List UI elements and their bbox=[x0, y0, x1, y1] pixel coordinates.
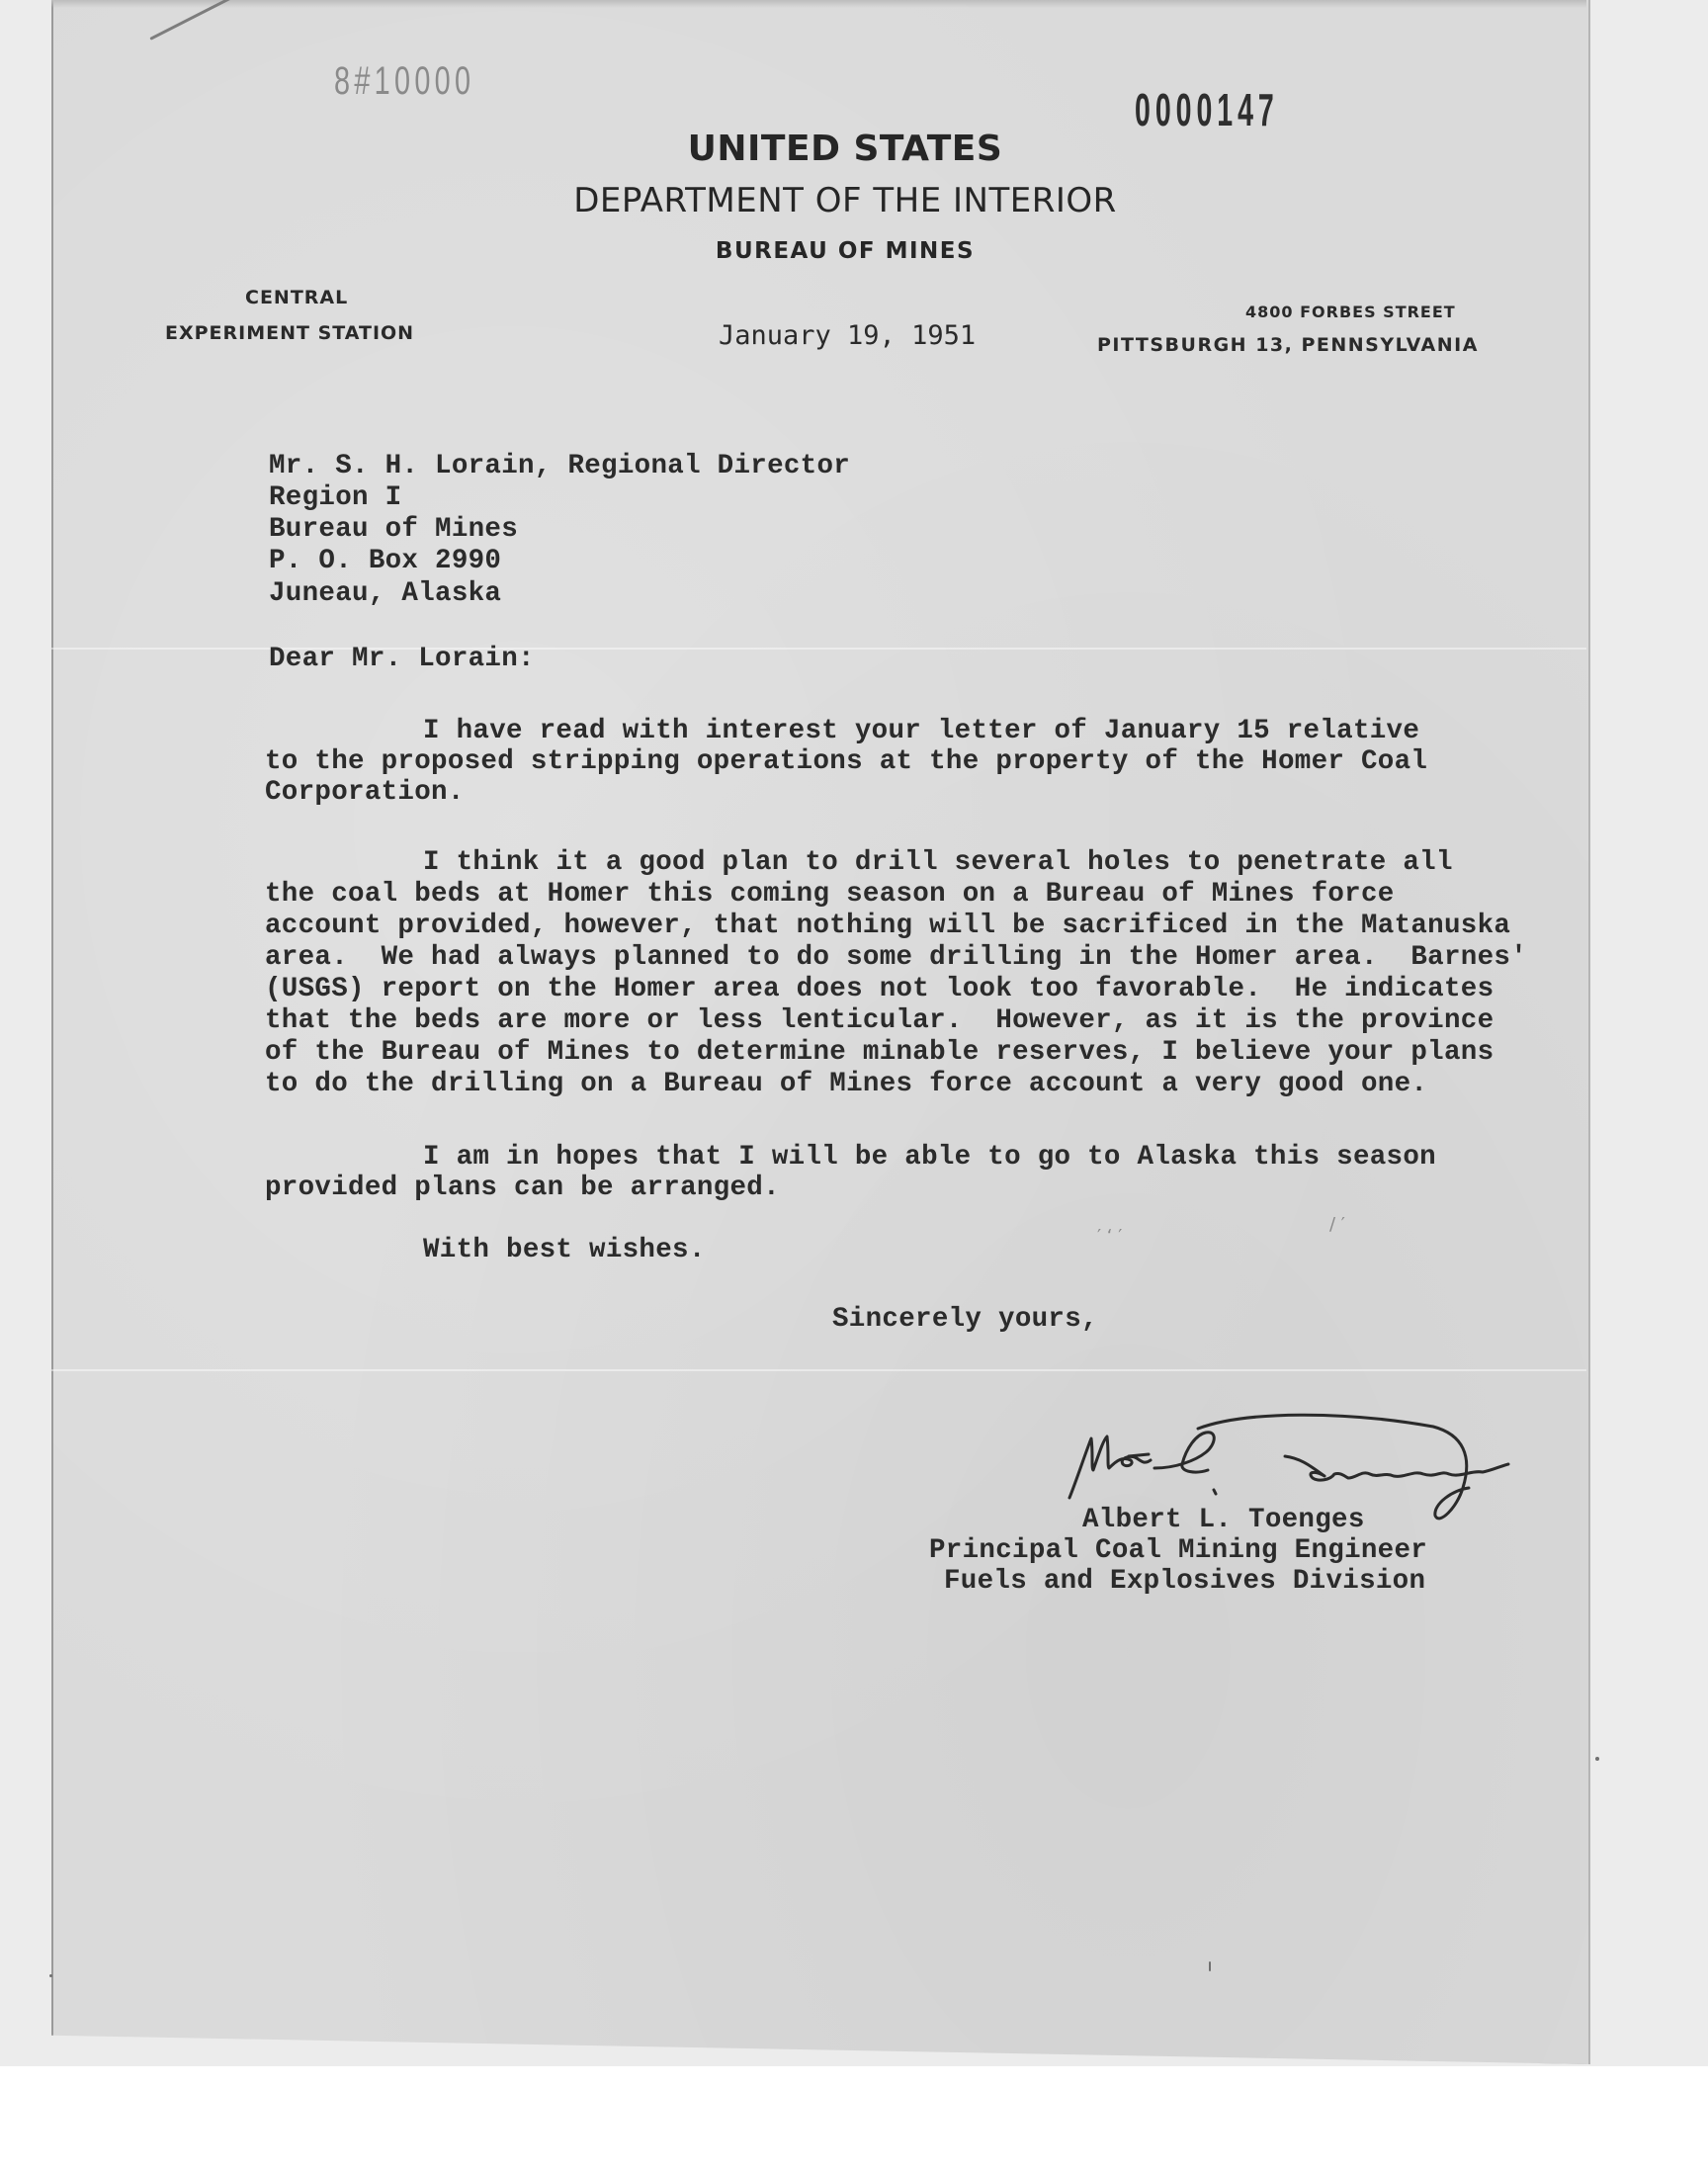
letter-date: January 19, 1951 bbox=[719, 320, 977, 351]
faint-stamp-number: 8#10000 bbox=[334, 59, 475, 103]
closing-sincerely: Sincerely yours, bbox=[832, 1304, 1098, 1335]
letterhead-department: DEPARTMENT OF THE INTERIOR bbox=[573, 181, 1117, 220]
paragraph-line: Corporation. bbox=[265, 777, 465, 808]
paper-speck bbox=[1209, 1961, 1211, 1971]
paper-speck bbox=[49, 1974, 52, 1977]
ink-smudge: / ′ bbox=[1329, 1214, 1345, 1235]
letterhead-station-line2: EXPERIMENT STATION bbox=[165, 322, 415, 344]
paragraph-line: to the proposed stripping operations at the property of the Homer Coal bbox=[265, 746, 1428, 777]
salutation: Dear Mr. Lorain: bbox=[269, 644, 535, 674]
page-stamp-number: 0000147 bbox=[1135, 84, 1279, 135]
letterhead-united-states: UNITED STATES bbox=[687, 129, 1003, 169]
paragraph-line: that the beds are more or less lenticular. However, as it is the province bbox=[265, 1005, 1494, 1036]
paragraph-line: account provided, however, that nothing will be sacrificed in the Matanuska bbox=[265, 911, 1511, 941]
recipient-line: Bureau of Mines bbox=[269, 514, 519, 545]
letterhead-station-line1: CENTRAL bbox=[245, 287, 349, 308]
closing-wish: With best wishes. bbox=[423, 1235, 706, 1265]
recipient-line: Juneau, Alaska bbox=[269, 578, 502, 609]
paragraph-line: I have read with interest your letter of January 15 relative bbox=[423, 716, 1420, 746]
paragraph-line: of the Bureau of Mines to determine minable reserves, I believe your plans bbox=[265, 1037, 1494, 1068]
paper-fold-line bbox=[51, 1369, 1586, 1371]
recipient-line: P. O. Box 2990 bbox=[269, 546, 502, 576]
signature-stroke bbox=[1285, 1456, 1508, 1480]
signer-title: Principal Coal Mining Engineer bbox=[929, 1535, 1428, 1566]
paper-top-edge bbox=[51, 0, 1586, 8]
letterhead-bureau: BUREAU OF MINES bbox=[715, 238, 976, 264]
paragraph-line: to do the drilling on a Bureau of Mines force account a very good one. bbox=[265, 1069, 1428, 1099]
recipient-line: Region I bbox=[269, 482, 402, 513]
ink-smudge: ′ ‘ ′ bbox=[1097, 1226, 1123, 1247]
signature-stroke bbox=[1129, 1454, 1149, 1456]
paragraph-line: I think it a good plan to drill several holes to penetrate all bbox=[423, 847, 1453, 878]
signature-stroke bbox=[1069, 1436, 1151, 1498]
signer-division: Fuels and Explosives Division bbox=[944, 1566, 1426, 1597]
signer-name: Albert L. Toenges bbox=[1082, 1505, 1365, 1535]
signature-stroke bbox=[1214, 1490, 1216, 1494]
signature-stroke bbox=[1154, 1433, 1214, 1472]
paragraph-line: (USGS) report on the Homer area does not look too favorable. He indicates bbox=[265, 974, 1494, 1004]
signature-stroke bbox=[1198, 1415, 1469, 1519]
paragraph-line: the coal beds at Homer this coming season on a Bureau of Mines force bbox=[265, 879, 1395, 910]
letterhead-street-address: 4800 FORBES STREET bbox=[1245, 303, 1456, 321]
paragraph-line: I am in hopes that I will be able to go to Alaska this season bbox=[423, 1142, 1436, 1173]
paper-speck bbox=[1595, 1757, 1599, 1761]
paragraph-line: area. We had always planned to do some drilling in the Homer area. Barnes' bbox=[265, 942, 1528, 973]
paragraph-line: provided plans can be arranged. bbox=[265, 1173, 780, 1203]
recipient-line: Mr. S. H. Lorain, Regional Director bbox=[269, 451, 851, 481]
letterhead-city-state: PITTSBURGH 13, PENNSYLVANIA bbox=[1097, 334, 1479, 356]
